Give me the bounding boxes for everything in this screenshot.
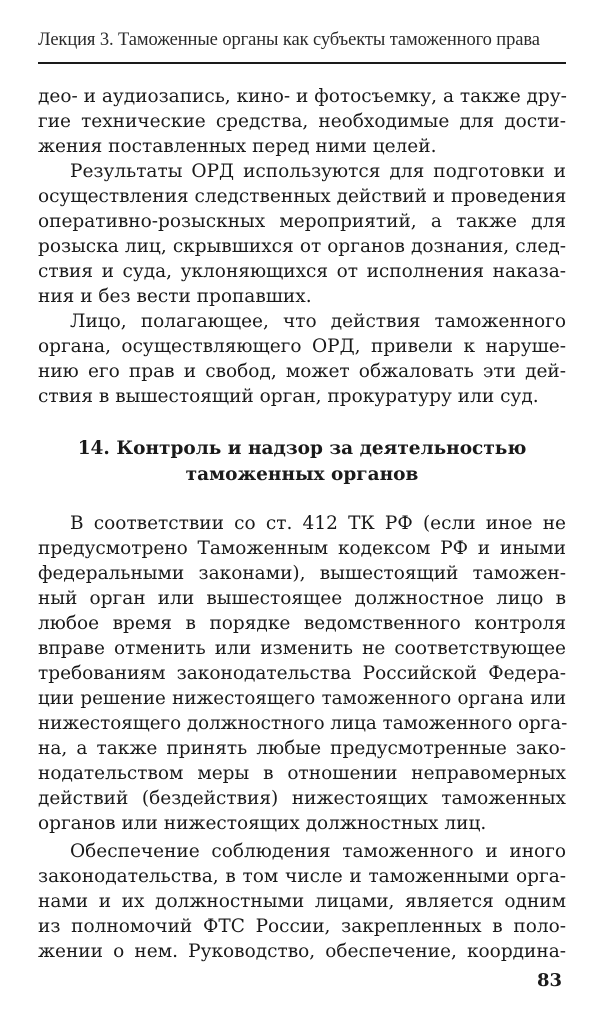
text-line: федеральными законами), вышестоящий таможен- [38, 563, 566, 584]
text-line: гие технические средства, необходимые для дости- [38, 111, 566, 132]
text-line: жении о нем. Руководство, обеспечение, координа- [38, 941, 566, 962]
text-line: любое время в порядке ведомственного контроля [38, 613, 566, 634]
text-line: нами и их должностными лицами, является одним [38, 891, 566, 912]
text-line: нодательством меры в отношении неправомерных [38, 763, 566, 784]
text-line: ции решение нижестоящего таможенного органа или [38, 688, 566, 709]
text-line: нию его прав и свобод, может обжаловать эти дей- [38, 361, 566, 382]
section-heading-line-2: таможенных органов [185, 464, 419, 485]
text-line: из полномочий ФТС России, закрепленных в поло- [38, 916, 566, 937]
text-line: действий (бездействия) нижестоящих таможенных [38, 788, 566, 809]
text-line: нижестоящего должностного лица таможенного орга- [38, 713, 568, 734]
text-line: требованиям законодательства Российской Федера- [38, 663, 566, 684]
text-line: Лицо, полагающее, что действия таможенного [70, 311, 566, 332]
page-number: 83 [536, 970, 562, 991]
text-line: ствия и суда, уклоняющихся от исполнения наказа- [38, 261, 566, 282]
text-line: оперативно-розыскных мероприятий, а также для [38, 211, 566, 232]
text-line: осуществления следственных действий и проведения [38, 186, 567, 207]
text-line: предусмотрено Таможенным кодексом РФ и иными [38, 538, 566, 559]
text-line: В соответствии со ст. 412 ТК РФ (если иное не [70, 513, 566, 534]
text-line: део- и аудиозапись, кино- и фотосъемку, а также дру- [38, 86, 567, 107]
text-line: законодательства, в том числе и таможенными орга- [38, 866, 566, 887]
text-line: вправе отменить или изменить не соответствующее [38, 638, 566, 659]
text-line: Обеспечение соблюдения таможенного и иного [70, 841, 566, 862]
text-line: Результаты ОРД используются для подготовки и [70, 161, 566, 182]
text-line: на, а также принять любые предусмотренные зако- [38, 738, 566, 759]
running-head: Лекция 3. Таможенные органы как субъекты таможенного права [38, 30, 540, 50]
text-line: жения поставленных перед ними целей. [38, 136, 437, 157]
text-line: ствия в вышестоящий орган, прокуратуру или суд. [38, 386, 539, 407]
text-line: органов или нижестоящих должностных лиц. [38, 813, 487, 834]
text-line: ный орган или вышестоящее должностное лицо в [38, 588, 566, 609]
section-heading-line-1: 14. Контроль и надзор за деятельностью [77, 438, 527, 459]
header-rule [38, 62, 566, 64]
text-line: розыска лиц, скрывшихся от органов дознания, след- [38, 236, 566, 257]
text-line: органа, осуществляющего ОРД, привели к наруше- [38, 336, 566, 357]
text-line: ния и без вести пропавших. [38, 286, 312, 307]
